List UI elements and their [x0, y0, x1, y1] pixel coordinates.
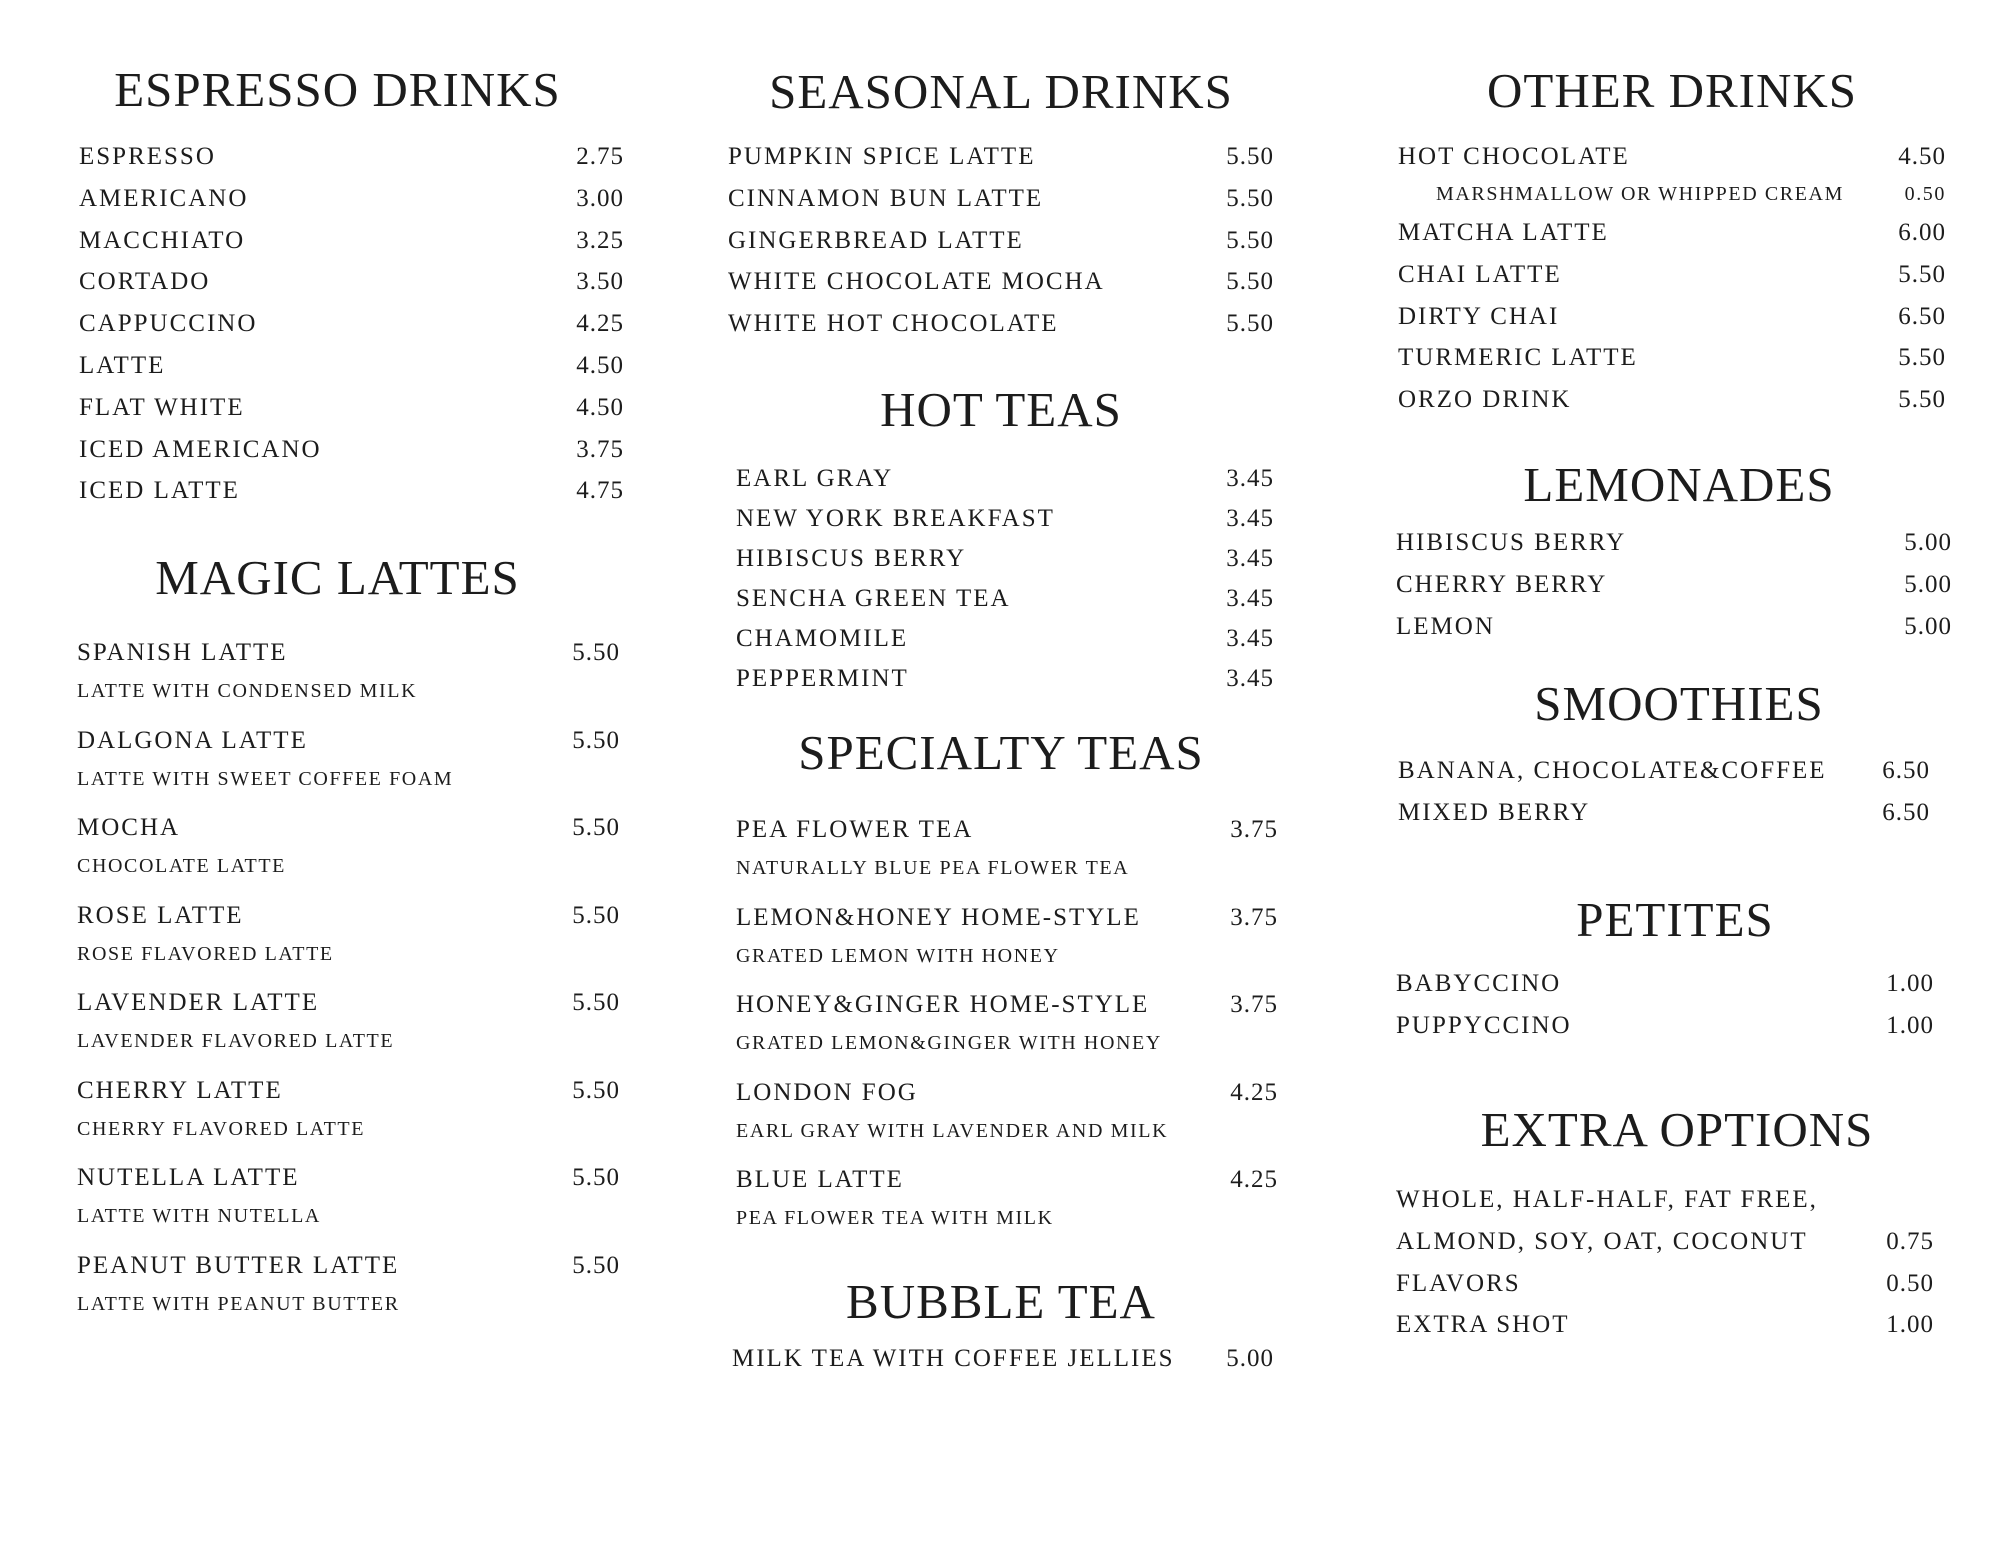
- item-price: 5.00: [1904, 612, 1952, 640]
- specialty-teas-title: SPECIALTY TEAS: [798, 725, 1204, 780]
- item-name: NUTELLA LATTE: [77, 1164, 300, 1191]
- item-price: 1.00: [1886, 970, 1934, 997]
- menu-item: [728, 261, 1274, 303]
- item-price: 4.50: [576, 351, 624, 379]
- item-price: 3.75: [1230, 991, 1278, 1018]
- extra-options-list: [1396, 1179, 1934, 1346]
- item-price: 4.25: [1230, 1078, 1278, 1106]
- menu-item: [728, 136, 1274, 178]
- item-name: SPANISH LATTE: [77, 639, 288, 666]
- menu-item: [736, 899, 1278, 987]
- item-name: MACCHIATO: [79, 226, 246, 254]
- item-name: PEANUT BUTTER LATTE: [77, 1251, 400, 1279]
- menu-item: [1398, 212, 1946, 254]
- menu-item: [79, 303, 624, 345]
- item-name: DALGONA LATTE: [77, 726, 308, 754]
- item-price: 2.75: [576, 143, 624, 170]
- item-name: ORZO DRINK: [1398, 386, 1572, 414]
- item-name: NEW YORK BREAKFAST: [736, 505, 1055, 532]
- hot-teas-list: [736, 458, 1274, 698]
- menu-item: [1396, 606, 1952, 648]
- extra-options-section: [1398, 1100, 1946, 1346]
- item-price: 5.00: [1904, 529, 1952, 556]
- item-name: LONDON FOG: [736, 1078, 918, 1106]
- menu-item: [77, 984, 620, 1072]
- item-price: 0.75: [1886, 1227, 1934, 1255]
- item-name: MILK TEA WITH COFFEE JELLIES: [732, 1345, 1175, 1372]
- item-name: CHERRY LATTE: [77, 1076, 283, 1104]
- item-price: 5.50: [572, 814, 620, 841]
- item-price: 3.45: [1226, 625, 1274, 652]
- item-description: LAVENDER FLAVORED LATTE: [77, 1030, 395, 1052]
- item-price: 5.00: [1904, 570, 1952, 598]
- item-price: 3.75: [576, 435, 624, 463]
- item-name: WHITE CHOCOLATE MOCHA: [728, 268, 1105, 296]
- item-price: 5.50: [572, 639, 620, 666]
- item-name: LATTE: [79, 351, 166, 379]
- item-name: PEA FLOWER TEA: [736, 816, 974, 843]
- item-name: CAPPUCCINO: [79, 310, 258, 338]
- item-name: TURMERIC LATTE: [1398, 344, 1638, 372]
- item-price: 0.50: [1886, 1269, 1934, 1297]
- item-price: 5.50: [572, 1164, 620, 1191]
- other-drinks-title: OTHER DRINKS: [1487, 63, 1857, 118]
- item-description: NATURALLY BLUE PEA FLOWER TEA: [736, 857, 1130, 879]
- specialty-teas-section: [728, 723, 1278, 1249]
- magic-lattes-list: [77, 634, 620, 1334]
- menu-item: [736, 1161, 1278, 1249]
- smoothies-list: [1398, 750, 1930, 834]
- item-price: 5.50: [572, 901, 620, 929]
- item-name: WHITE HOT CHOCOLATE: [728, 310, 1059, 338]
- menu-item: [79, 345, 624, 387]
- menu-item: [1396, 1263, 1934, 1305]
- item-description: LATTE WITH CONDENSED MILK: [77, 680, 418, 702]
- item-name: LEMON&HONEY HOME-STYLE: [736, 903, 1141, 931]
- menu-item: [77, 809, 620, 897]
- menu-item: [728, 303, 1274, 345]
- lemonades-title: LEMONADES: [1523, 457, 1835, 512]
- other-drinks-section: [1398, 61, 1946, 421]
- item-price: 6.50: [1882, 798, 1930, 826]
- menu-item-addon: [1398, 174, 1946, 212]
- lemonades-list: [1396, 522, 1952, 647]
- item-name: MOCHA: [77, 814, 181, 841]
- hot-teas-title: HOT TEAS: [880, 382, 1122, 437]
- menu-item: [736, 458, 1274, 498]
- item-name: LAVENDER LATTE: [77, 989, 320, 1016]
- item-price: 0.50: [1904, 183, 1946, 205]
- item-description: CHERRY FLAVORED LATTE: [77, 1117, 366, 1140]
- item-name: ROSE LATTE: [77, 901, 244, 929]
- item-name: ALMOND, SOY, OAT, COCONUT: [1396, 1227, 1808, 1255]
- seasonal-title: SEASONAL DRINKS: [769, 64, 1233, 119]
- item-name: DIRTY CHAI: [1398, 302, 1560, 330]
- item-price: 3.45: [1226, 505, 1274, 532]
- item-price: 4.50: [576, 393, 624, 421]
- specialty-teas-list: [736, 811, 1278, 1249]
- item-price: 6.00: [1898, 219, 1946, 246]
- petites-title: PETITES: [1576, 892, 1774, 947]
- menu-item: [1398, 337, 1946, 379]
- item-name: ICED AMERICANO: [79, 435, 322, 463]
- menu-item: [1396, 1304, 1934, 1346]
- petites-section: [1398, 890, 1946, 1047]
- item-description: CHOCOLATE LATTE: [77, 855, 286, 877]
- item-price: 3.50: [576, 268, 624, 296]
- item-price: 4.25: [576, 310, 624, 338]
- item-price: 5.50: [1226, 226, 1274, 254]
- item-name: FLAVORS: [1396, 1269, 1521, 1297]
- item-name: CINNAMON BUN LATTE: [728, 184, 1044, 212]
- item-name: SENCHA GREEN TEA: [736, 585, 1011, 612]
- menu-item: [732, 1338, 1274, 1380]
- item-name: ESPRESSO: [79, 143, 216, 170]
- menu-item: [736, 578, 1274, 618]
- menu-item: [79, 136, 624, 178]
- petites-list: [1396, 963, 1934, 1047]
- item-price: 5.50: [572, 1251, 620, 1279]
- item-name: EARL GRAY: [736, 465, 894, 492]
- menu-item: [1396, 1179, 1934, 1221]
- item-price: 5.50: [1226, 184, 1274, 212]
- menu-item: [77, 1247, 620, 1335]
- bubble-tea-list: [732, 1338, 1274, 1380]
- seasonal-list: [728, 136, 1274, 345]
- menu-item: [77, 634, 620, 722]
- item-name: MATCHA LATTE: [1398, 219, 1609, 246]
- hot-teas-section: [728, 380, 1274, 698]
- item-price: 3.25: [576, 226, 624, 254]
- item-name: FLAT WHITE: [79, 393, 245, 421]
- item-price: 3.45: [1226, 665, 1274, 692]
- item-price: 5.50: [1898, 344, 1946, 372]
- item-price: 1.00: [1886, 1011, 1934, 1039]
- other-drinks-list: [1398, 136, 1946, 421]
- item-name: BLUE LATTE: [736, 1166, 904, 1193]
- item-price: 4.75: [576, 477, 624, 505]
- menu-item: [79, 178, 624, 220]
- menu-item: [736, 811, 1278, 899]
- menu-item: [79, 261, 624, 303]
- item-description: LATTE WITH PEANUT BUTTER: [77, 1292, 400, 1315]
- item-price: 3.45: [1226, 585, 1274, 612]
- bubble-tea-section: [728, 1272, 1274, 1380]
- menu-item: [1398, 296, 1946, 338]
- item-name: PUMPKIN SPICE LATTE: [728, 143, 1036, 170]
- item-description: LATTE WITH NUTELLA: [77, 1205, 321, 1227]
- item-price: 5.00: [1226, 1345, 1274, 1372]
- menu-item: [1398, 379, 1946, 421]
- lemonades-section: [1396, 455, 1952, 647]
- item-name: BANANA, CHOCOLATE&COFFEE: [1398, 757, 1827, 784]
- item-price: 5.50: [1226, 310, 1274, 338]
- item-description: EARL GRAY WITH LAVENDER AND MILK: [736, 1119, 1169, 1142]
- menu-item: [77, 1072, 620, 1160]
- item-name: ICED LATTE: [79, 477, 240, 505]
- item-price: 5.50: [1898, 386, 1946, 414]
- item-name: WHOLE, HALF-HALF, FAT FREE,: [1396, 1186, 1818, 1213]
- item-price: 1.00: [1886, 1311, 1934, 1339]
- item-price: 3.00: [576, 184, 624, 212]
- menu-item: [728, 220, 1274, 262]
- menu-item: [77, 897, 620, 985]
- item-price: 6.50: [1898, 302, 1946, 330]
- smoothies-section: [1398, 674, 1946, 834]
- item-price: 5.50: [572, 989, 620, 1016]
- item-name: HONEY&GINGER HOME-STYLE: [736, 991, 1150, 1018]
- menu-item: [1396, 564, 1952, 606]
- item-name: EXTRA SHOT: [1396, 1311, 1570, 1339]
- item-description: ROSE FLAVORED LATTE: [77, 942, 334, 965]
- item-name: MIXED BERRY: [1398, 798, 1591, 826]
- item-name: CHERRY BERRY: [1396, 570, 1608, 598]
- menu-item: [79, 429, 624, 471]
- item-name: HIBISCUS BERRY: [736, 545, 967, 572]
- menu-item: [736, 618, 1274, 658]
- item-name: PEPPERMINT: [736, 665, 909, 692]
- menu-item: [1396, 1221, 1934, 1263]
- menu-item: [79, 387, 624, 429]
- item-description: LATTE WITH SWEET COFFEE FOAM: [77, 767, 454, 790]
- menu-item: [1396, 963, 1934, 1005]
- item-name: HIBISCUS BERRY: [1396, 529, 1627, 556]
- extra-options-title: EXTRA OPTIONS: [1480, 1102, 1874, 1157]
- item-price: 5.50: [572, 726, 620, 754]
- menu-item: [79, 470, 624, 512]
- menu-item: [1396, 522, 1952, 564]
- item-price: 3.45: [1226, 545, 1274, 572]
- menu-item: [736, 538, 1274, 578]
- item-price: 5.50: [1898, 260, 1946, 288]
- item-name: GINGERBREAD LATTE: [728, 226, 1024, 254]
- item-description: GRATED LEMON WITH HONEY: [736, 944, 1060, 967]
- item-name: PUPPYCCINO: [1396, 1011, 1572, 1039]
- menu-item: [77, 1159, 620, 1247]
- menu-item: [1398, 136, 1946, 174]
- item-name: AMERICANO: [79, 184, 249, 212]
- espresso-list: [79, 136, 624, 512]
- item-price: 4.25: [1230, 1166, 1278, 1193]
- menu-item: [79, 220, 624, 262]
- item-price: 6.50: [1882, 757, 1930, 784]
- menu-item: [1398, 750, 1930, 792]
- menu-item: [736, 1074, 1278, 1162]
- item-name: LEMON: [1396, 612, 1495, 640]
- item-price: 5.50: [1226, 143, 1274, 170]
- item-name: MARSHMALLOW OR WHIPPED CREAM: [1436, 183, 1844, 205]
- item-description: GRATED LEMON&GINGER WITH HONEY: [736, 1032, 1162, 1054]
- menu-item: [728, 178, 1274, 220]
- item-name: CHAMOMILE: [736, 625, 909, 652]
- menu-item: [1398, 792, 1930, 834]
- bubble-tea-title: BUBBLE TEA: [846, 1274, 1156, 1329]
- item-price: 5.50: [572, 1076, 620, 1104]
- magic-lattes-title: MAGIC LATTES: [155, 550, 520, 605]
- menu-item: [1396, 1005, 1934, 1047]
- menu-item: [736, 986, 1278, 1074]
- menu-item: [77, 722, 620, 810]
- item-name: CORTADO: [79, 268, 211, 296]
- item-price: 4.50: [1898, 143, 1946, 170]
- item-name: BABYCCINO: [1396, 970, 1562, 997]
- menu-item: [1398, 254, 1946, 296]
- item-price: 3.75: [1230, 816, 1278, 843]
- item-name: HOT CHOCOLATE: [1398, 143, 1630, 170]
- item-price: 3.75: [1230, 903, 1278, 931]
- menu-item: [736, 658, 1274, 698]
- magic-lattes-section: [75, 548, 620, 1334]
- item-name: CHAI LATTE: [1398, 260, 1562, 288]
- espresso-section: [75, 60, 624, 512]
- espresso-title: ESPRESSO DRINKS: [114, 62, 561, 117]
- item-price: 3.45: [1226, 465, 1274, 492]
- item-description: PEA FLOWER TEA WITH MILK: [736, 1207, 1054, 1229]
- menu-item: [736, 498, 1274, 538]
- seasonal-section: [728, 62, 1274, 345]
- item-price: 5.50: [1226, 268, 1274, 296]
- smoothies-title: SMOOTHIES: [1534, 676, 1824, 731]
